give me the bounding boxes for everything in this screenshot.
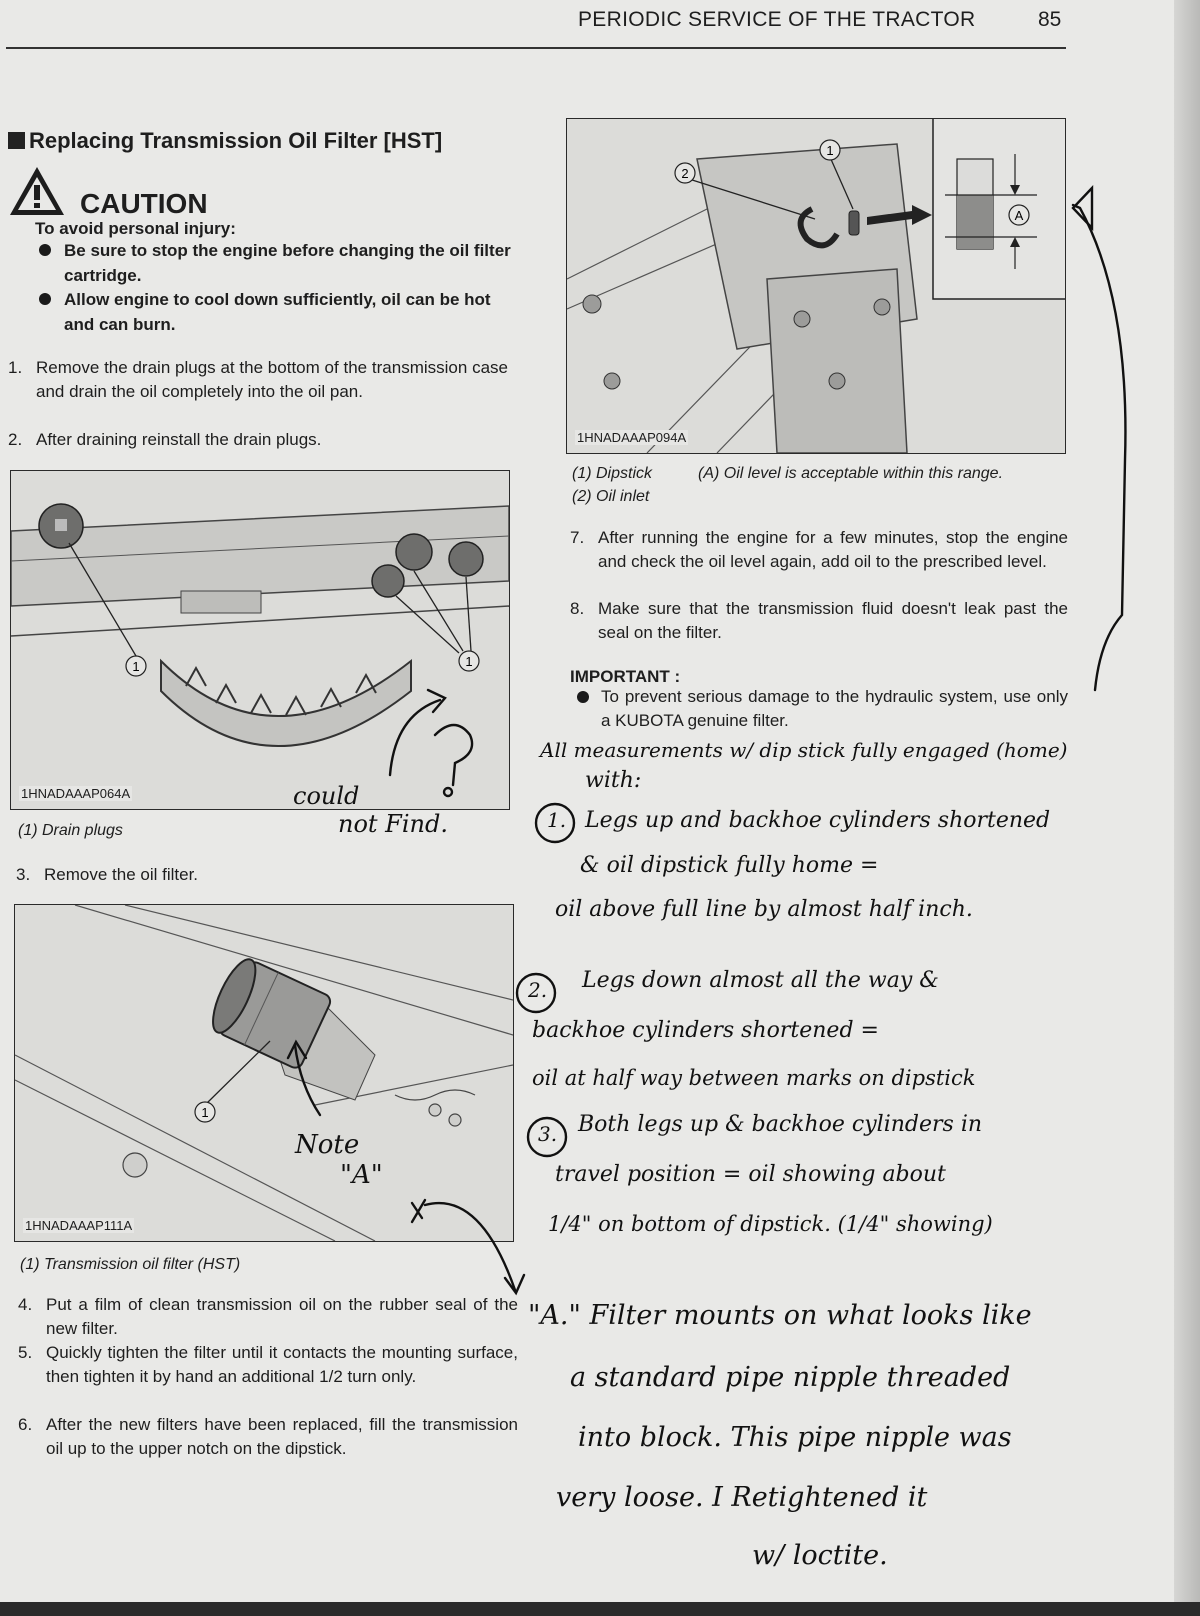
handwritten-item1-line: oil above full line by almost half inch.: [555, 897, 973, 922]
caution-intro: To avoid personal injury:: [35, 219, 236, 238]
handwritten-item-number: 2.: [528, 978, 548, 1002]
handwritten-item1-line: Legs up and backhoe cylinders shortened: [585, 808, 1051, 833]
step-number: 7.: [570, 528, 585, 547]
handwritten-note: Note: [295, 1130, 360, 1160]
hand-arrow-head: [1073, 188, 1092, 228]
question-mark-doodle: [435, 725, 472, 785]
running-header: PERIODIC SERVICE OF THE TRACTOR: [578, 8, 976, 31]
step-text: Make sure that the transmission fluid doesn't leak past the seal on the filter.: [598, 599, 1068, 642]
step-number: 1.: [8, 358, 23, 377]
step-number: 5.: [18, 1343, 33, 1362]
handwritten-not-find: not Find.: [338, 810, 448, 838]
handwritten-filter-note: w/ loctite.: [752, 1540, 888, 1571]
handwritten-note-a: "A": [340, 1160, 383, 1190]
figure-code: 1HNADAAAP064A: [21, 786, 131, 801]
figure-caption: (A) Oil level is acceptable within this range.: [698, 465, 1004, 482]
page-number: 85: [1038, 8, 1062, 31]
callout-a-label: A: [1014, 208, 1024, 223]
step-number: 6.: [18, 1415, 33, 1434]
step-number: 2.: [8, 430, 23, 449]
caution-bullet-text: Be sure to stop the engine before changing the oil filter cartridge.: [64, 241, 511, 285]
caution-word: CAUTION: [80, 188, 208, 219]
hand-arrow-line: [1073, 205, 1125, 690]
figure-caption: (1) Drain plugs: [18, 822, 123, 839]
handwritten-item3-line: Both legs up & backhoe cylinders in: [578, 1112, 983, 1137]
step-number: 8.: [570, 599, 585, 618]
handwritten-could: could: [293, 782, 360, 810]
important-label: IMPORTANT :: [570, 667, 681, 686]
handwritten-item2-line: backhoe cylinders shortened =: [532, 1018, 879, 1043]
figure-caption: (2) Oil inlet: [572, 488, 650, 505]
handwritten-item2-line: oil at half way between marks on dipstick: [532, 1066, 976, 1090]
handwritten-item3-line: 1/4" on bottom of dipstick. (1/4" showing): [548, 1212, 993, 1236]
callout-1-label: 1: [132, 659, 140, 674]
handwritten-filter-note: a standard pipe nipple threaded: [570, 1362, 1011, 1393]
section-title-text: Replacing Transmission Oil Filter [HST]: [29, 128, 443, 153]
step-text: Remove the oil filter.: [44, 865, 199, 884]
handwritten-filter-note: very loose. I Retightened it: [556, 1482, 928, 1513]
hand-arrow-head: [505, 1275, 524, 1293]
figure-code: 1HNADAAAP111A: [25, 1218, 133, 1233]
question-mark-dot: [444, 788, 452, 796]
handwritten-item-number: 3.: [538, 1122, 558, 1146]
handwritten-item3-line: travel position = oil showing about: [555, 1162, 946, 1187]
step-text: Quickly tighten the filter until it contacts the mounting surface, then tighten it by hand an additional 1/2 turn only.: [46, 1343, 518, 1386]
figure-caption: (1) Transmission oil filter (HST): [20, 1256, 241, 1273]
step-text: Put a film of clean transmission oil on the rubber seal of the new filter.: [46, 1295, 518, 1338]
hand-note-arrow: [295, 1045, 320, 1115]
handwritten-filter-note: "A." Filter mounts on what looks like: [528, 1300, 1032, 1331]
step-text: After running the engine for a few minutes, stop the engine and check the oil level again, add oil to the prescribed level.: [598, 528, 1068, 571]
handwritten-item2-line: Legs down almost all the way &: [582, 968, 939, 993]
step-text: Remove the drain plugs at the bottom of the transmission case and drain the oil completely into the oil pan.: [36, 358, 508, 401]
handwritten-item1-line: & oil dipstick fully home =: [580, 853, 879, 878]
step-text: After draining reinstall the drain plugs.: [36, 430, 322, 449]
handwritten-filter-note: into block. This pipe nipple was: [578, 1422, 1012, 1453]
step-text: After the new filters have been replaced, fill the transmission oil up to the upper notch on the dipstick.: [46, 1415, 518, 1458]
handwritten-item-number: 1.: [547, 808, 567, 832]
callout-2-label: 2: [681, 166, 689, 181]
figure-code: 1HNADAAAP094A: [577, 430, 687, 445]
important-text: To prevent serious damage to the hydraulic system, use only a KUBOTA genuine filter.: [601, 687, 1068, 730]
callout-1-label: 1: [201, 1105, 209, 1120]
hand-curved-arrow: [425, 1203, 515, 1290]
handwritten-intro-with: with:: [585, 768, 642, 793]
callout-1-label: 1: [465, 654, 473, 669]
step-number: 4.: [18, 1295, 33, 1314]
figure-caption: (1) Dipstick: [572, 465, 653, 482]
step-number: 3.: [16, 865, 31, 884]
caution-bullet-text: Allow engine to cool down sufficiently, oil can be hot and can burn.: [64, 290, 491, 334]
callout-1-label: 1: [826, 143, 834, 158]
hand-x-mark: [412, 1200, 425, 1222]
handwritten-intro-line: All measurements w/ dip stick fully engaged (home): [540, 738, 1068, 762]
